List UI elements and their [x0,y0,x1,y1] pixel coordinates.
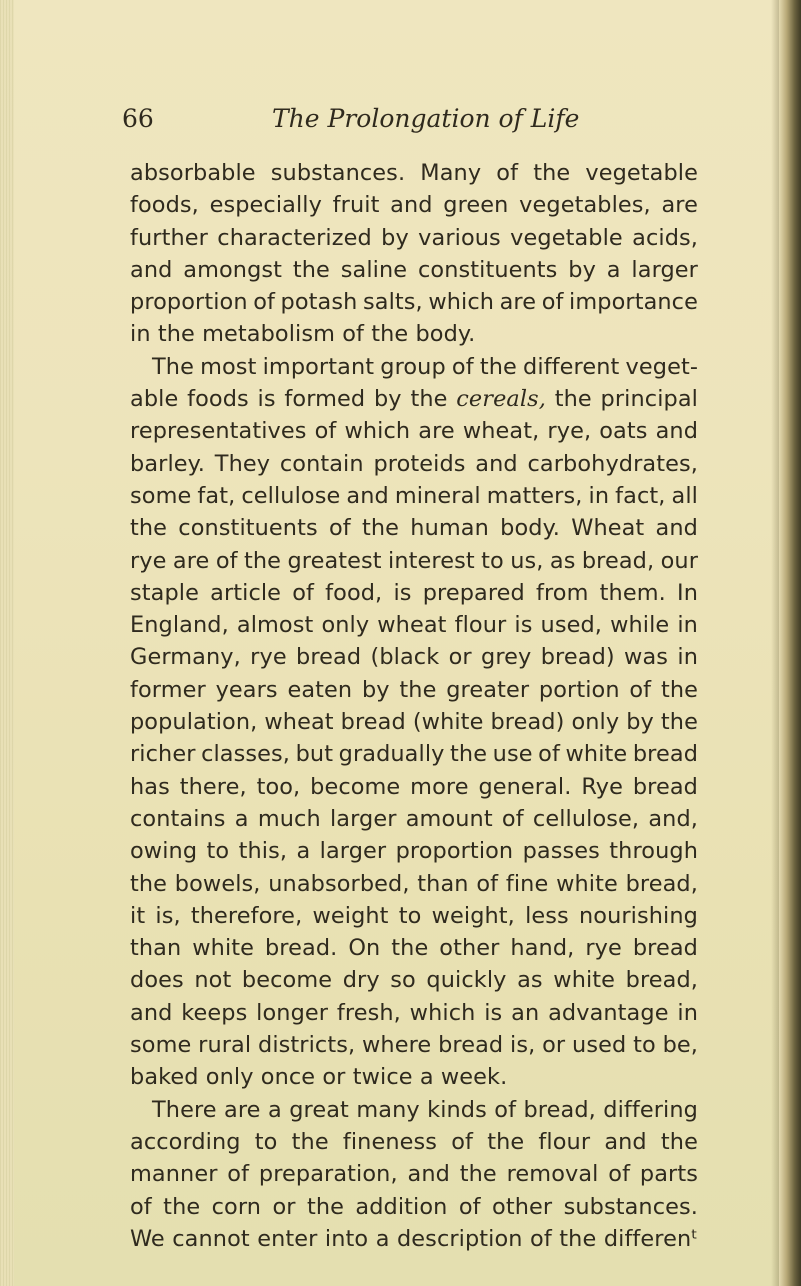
text-line: and amongst the saline constituents by a larger [130,256,698,283]
text-line: Germany, rye bread (black or grey bread) was in [130,644,698,671]
text-line: of the corn or the addition of other substances. [130,1193,698,1220]
page-gutter-shadow [0,0,14,1286]
text-segment: able foods is formed by the [130,386,457,413]
text-line: There are a great many kinds of bread, differing [152,1096,698,1123]
text-line: than white bread. On the other hand, rye bread [130,935,698,962]
text-line: absorbable substances. Many of the vegetable [130,160,699,186]
text-line: it is, therefore, weight to weight, less nourishing [130,902,698,929]
text-line: barley. They contain proteids and carbohydrates, [130,450,698,477]
text-line: We cannot enter into a description of the differenᵗ [130,1225,698,1252]
text-line: the bowels, unabsorbed, than of fine white bread, [130,870,698,897]
body-text [130,157,698,1255]
text-line: baked only once or twice a week. [130,1064,508,1091]
text-line: does not become dry so quickly as white bread, [130,967,699,994]
text-line: has there, too, become more general. Rye bread [130,773,698,800]
page-edge [779,0,801,1286]
text-line: foods, especially fruit and green vegetables, are [130,192,698,219]
text-segment: the principal [545,386,698,413]
text-line: manner of preparation, and the removal of parts [130,1161,698,1188]
text-line: richer classes, but gradually the use of white bread [130,741,699,768]
text-line: proportion of potash salts, which are of importance [130,289,698,316]
text-line: England, almost only wheat flour is used, while in [130,612,698,639]
text-line: population, wheat bread (white bread) only by the [130,709,698,736]
text-line: representatives of which are wheat, rye, oats and [130,418,699,445]
text-line: some rural districts, where bread is, or used to be, [130,1032,698,1059]
text-line: rye are of the greatest interest to us, as bread, our [130,547,699,574]
text-line: The most important group of the different veget- [152,353,699,380]
running-title: The Prolongation of Life [272,104,580,133]
italic-term: cereals, [456,386,546,413]
text-line: the constituents of the human body. Wheat and [130,515,698,542]
page-edge-shadow [771,0,779,1286]
text-line: some fat, cellulose and mineral matters, in fact, all [130,482,698,509]
text-line: and keeps longer fresh, which is an advantage in [130,999,699,1026]
text-line [130,383,698,415]
text-line: according to the fineness of the flour and the [130,1128,698,1155]
text-line: further characterized by various vegetable acids, [130,224,698,251]
text-line: owing to this, a larger proportion passes through [130,838,698,865]
text-line: in the metabolism of the body. [130,321,476,348]
text-line: former years eaten by the greater portion of the [130,676,698,703]
running-head [122,104,702,144]
text-line: contains a much larger amount of cellulose, and, [130,805,698,832]
text-line: staple article of food, is prepared from them. In [130,579,698,606]
page-number: 66 [122,104,154,133]
